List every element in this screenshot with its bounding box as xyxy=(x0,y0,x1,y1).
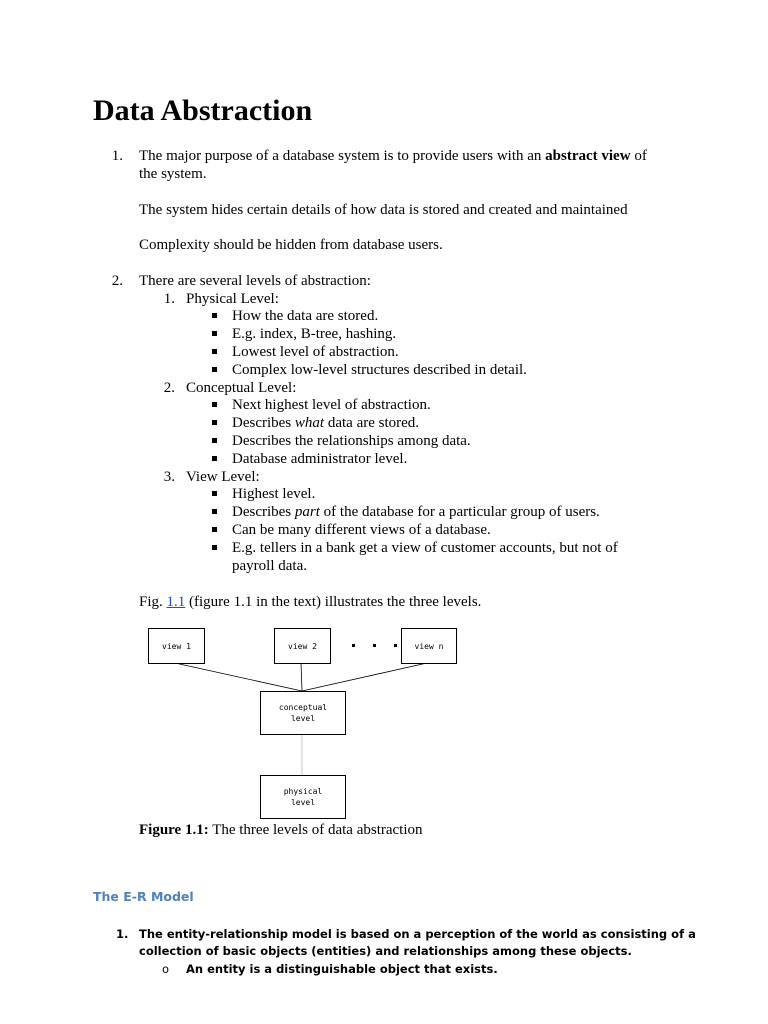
page-title: Data Abstraction xyxy=(93,94,313,127)
sublist-number: 3. xyxy=(163,469,175,485)
box-label: view n xyxy=(414,641,444,651)
text-segment: Fig. xyxy=(139,594,167,610)
connector-view1 xyxy=(175,663,302,691)
paragraph-line: There are several levels of abstraction: xyxy=(139,273,371,289)
box-label: conceptual xyxy=(278,703,328,712)
bullet-text: Complex low-level structures described in detail. xyxy=(232,362,527,378)
connector-viewn xyxy=(302,663,427,691)
text-segment: (figure 1.1 in the text) illustrates the three levels. xyxy=(185,594,482,610)
sublist-number: 2. xyxy=(163,380,175,396)
bullet-text: How the data are stored. xyxy=(232,308,379,324)
paragraph: The system hides certain details of how data is stored and created and maintained xyxy=(139,202,628,218)
box-label: physical xyxy=(283,787,323,796)
figure-link[interactable]: 1.1 xyxy=(166,594,186,610)
conceptual-level-box xyxy=(260,691,346,735)
paragraph: Complexity should be hidden from database users. xyxy=(139,237,443,253)
connector-view2 xyxy=(301,663,302,691)
ellipsis-dot xyxy=(352,644,355,647)
level-label: Physical Level: xyxy=(186,291,279,307)
bullet-text: Database administrator level. xyxy=(232,451,408,467)
view-n-box xyxy=(401,628,457,664)
caption-text: The three levels of data abstraction xyxy=(208,822,423,838)
paragraph-line: collection of basic objects (entities) and relationships among these objects. xyxy=(139,944,632,958)
bullet-text: Can be many different views of a database. xyxy=(232,522,491,538)
text-segment: The major purpose of a database system is to provide users with an xyxy=(139,148,546,164)
text-segment: of xyxy=(630,148,647,164)
text-segment: data are stored. xyxy=(324,415,420,431)
bullet-text: Highest level. xyxy=(232,486,316,502)
bullet-text: Next highest level of abstraction. xyxy=(232,397,431,413)
text-segment: of the database for a particular group of users. xyxy=(319,504,600,520)
bullet-text-continued: payroll data. xyxy=(232,558,307,574)
view-1-box xyxy=(148,628,205,664)
caption-label: Figure 1.1: xyxy=(139,822,209,838)
text-segment: Describes xyxy=(232,504,295,520)
view-2-box xyxy=(274,628,331,664)
bullet-text: Lowest level of abstraction. xyxy=(232,344,399,360)
box-label: view 1 xyxy=(162,641,191,651)
sub-bullet-marker: o xyxy=(162,962,170,976)
sublist-number: 1. xyxy=(163,291,175,307)
box-label: level xyxy=(290,714,316,723)
bullet-text: E.g. tellers in a bank get a view of customer accounts, but not of xyxy=(232,540,618,556)
ellipsis-dot xyxy=(394,644,397,647)
emphasis: what xyxy=(294,415,325,431)
paragraph-line: the system. xyxy=(139,166,207,182)
list-number: 1. xyxy=(111,148,123,164)
list-number: 2. xyxy=(111,273,123,289)
box-label: level xyxy=(290,798,316,807)
sub-bullet-text: An entity is a distinguishable object that exists. xyxy=(186,962,498,976)
ellipsis-dot xyxy=(373,644,376,647)
list-number: 1. xyxy=(116,927,129,941)
text-segment: Describes xyxy=(232,415,295,431)
emphasis: part xyxy=(294,504,320,520)
bold-term: abstract view xyxy=(545,148,631,164)
physical-level-box xyxy=(260,775,346,819)
figure-caption xyxy=(139,821,423,839)
bullet-text: Describes the relationships among data. xyxy=(232,433,471,449)
level-label: Conceptual Level: xyxy=(186,380,297,396)
bullet-text: E.g. index, B-tree, hashing. xyxy=(232,326,397,342)
level-label: View Level: xyxy=(186,469,260,485)
paragraph-line: The entity-relationship model is based on a perception of the world as consisting of a xyxy=(139,927,696,941)
section-heading: The E-R Model xyxy=(93,889,194,904)
box-label: view 2 xyxy=(288,641,317,651)
